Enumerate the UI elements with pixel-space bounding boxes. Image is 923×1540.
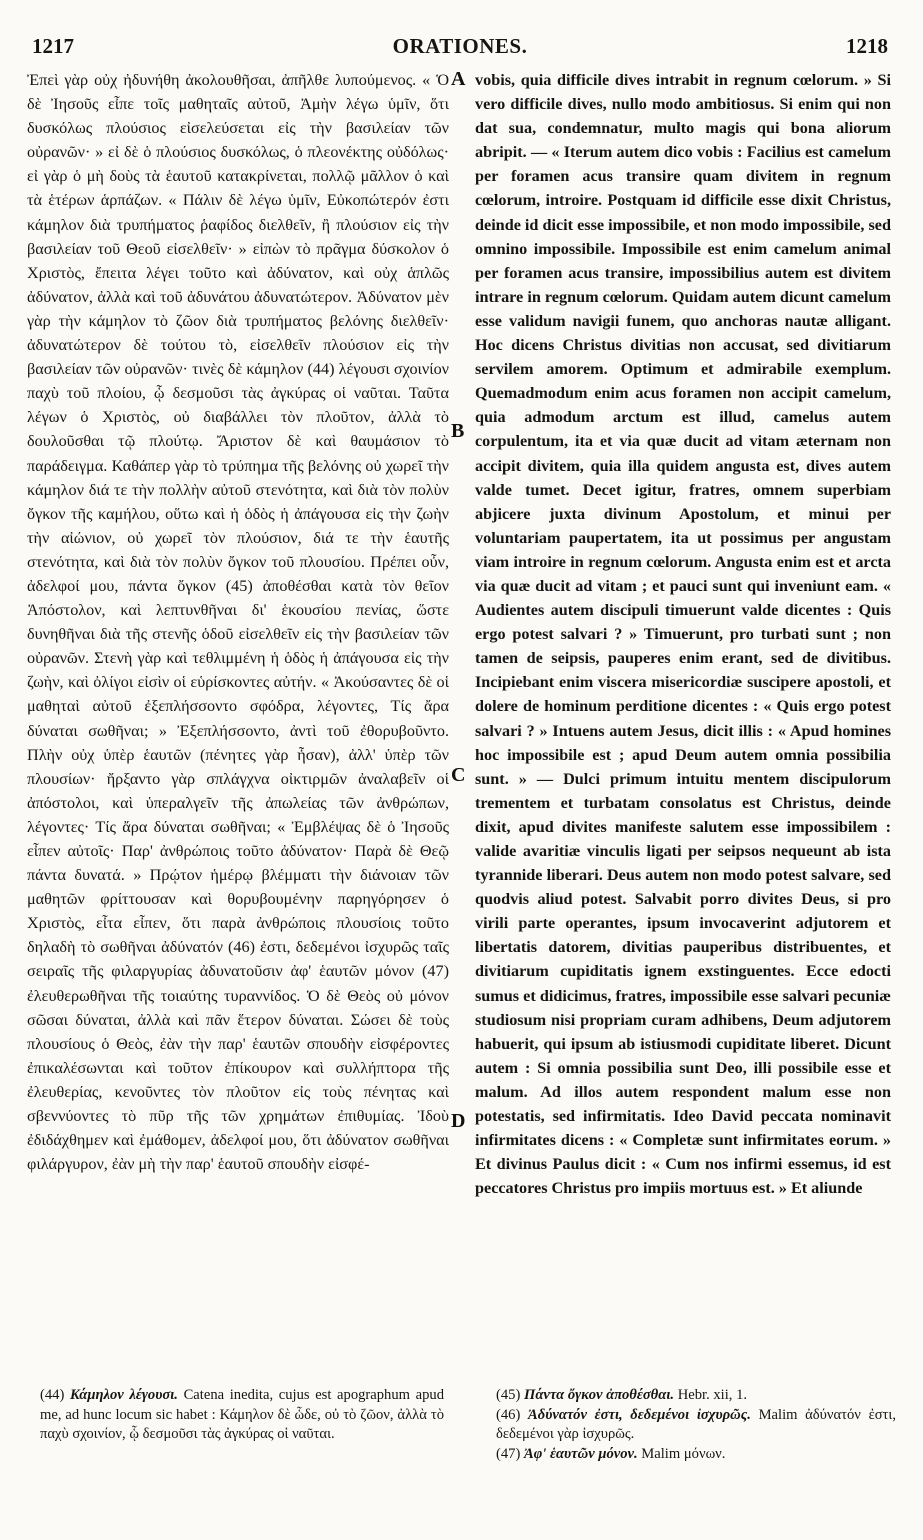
footnote-lemma: Κάμηλον λέγουσι. xyxy=(69,1387,178,1403)
footnote-lemma: Ἀφ' ἑαυτῶν μόνον. xyxy=(523,1445,638,1462)
footnote-text: Hebr. xii, 1. xyxy=(677,1387,748,1403)
margin-letter-b: B xyxy=(451,420,465,442)
footnotes-left xyxy=(40,1386,444,1445)
footnote-text: Malim ἀδύνατόν ἐστι, δεδεμένοι γὰρ ἰσχυρῶς. xyxy=(496,1406,896,1442)
margin-letter-c: C xyxy=(451,764,466,786)
footnote xyxy=(496,1406,896,1445)
right-page-number: 1218 xyxy=(846,34,888,58)
running-title: ORATIONES. xyxy=(392,34,528,58)
latin-text-column xyxy=(475,68,891,1374)
greek-text-column xyxy=(27,68,449,1374)
footnote-lemma: Πάντα ὄγκον ἀποθέσθαι. xyxy=(523,1387,675,1403)
greek-text: Ἐπεὶ γὰρ οὐχ ἠδυνήθη ἀκολουθῆσαι, ἀπῆλθε λυπούμενος. « Ὁ δὲ Ἰησοῦς εἶπε τοῖς μαθηταῖς αὐτοῦ, Ἀμὴν λέγω ὑμῖν, ὅτι δυσκόλως πλούσιος εἰσελεύσεται εἰς τὴν βασιλείαν τῶν οὐρανῶν· » εἰ δὲ ὁ πλούσιος δυσκόλως, ὁ πλεονέκτης οὐδόλως· εἰ γὰρ ὁ μὴ δοὺς τὰ ἑαυτοῦ κατακρίνεται, πολλῷ μᾶλλον ὁ καὶ τὰ ἑτέρων ἁρπάζων. « Πάλιν δὲ λέγω ὑμῖν, Εὐκοπώτερόν ἐστι κάμηλον διὰ τρυπήματος ῥαφίδος διελθεῖν, ἢ πλούσιον εἰς τὴν βασιλείαν τοῦ Θεοῦ εἰσελθεῖν· » εἰπὼν τὸ πρᾶγμα δύσκολον ὁ Χριστὸς, ἔπειτα λέγει τοῦτο καὶ ἀδύνατον, καὶ οὐχ ἁπλῶς ἀδύνατον, ἀλλὰ καὶ τοῦ ἀδυνάτου ἀδυνατώτερον. Ἀδύνατον μὲν γὰρ τὴν κάμηλον τὸ ζῶον διὰ τρυπήματος βελόνης διελθεῖν· ἀδυνατώτερον δὲ τούτου τὸ, εἰσελθεῖν πλούσιον εἰς τὴν βασιλείαν τῶν οὐρανῶν· τινὲς δὲ κάμηλον (44) λέγουσι σχοινίον παχὺ τοῦ πλοίου, ᾧ δεσμοῦσι τὰς ἀγκύρας οἱ ναῦται. Ταῦτα λέγων ὁ Χριστὸς, οὐ διαβάλλει τὸν πλοῦτον, ἀλλὰ τὸ δουλοῦσθαι τῷ πλούτῳ. Ἄριστον δὲ καὶ θαυμάσιον τὸ παράδειγμα. Καθάπερ γὰρ τὸ τρύπημα τῆς βελόνης οὐ χωρεῖ τὴν κάμηλον διά τε τὴν πολλὴν αὐτοῦ στενότητα, καὶ διὰ τὸν πολὺν ὄγκον τῆς καμήλου, οὕτω καὶ ἡ ὁδὸς ἡ ἀπάγουσα εἰς τὴν ζωὴν τὴν αἰώνιον, οὐ χωρεῖ τὸν πλούσιον, διά τε τὴν ἑαυτῆς στενότητα, καὶ διὰ τὸν πολὺν ὄγκον τοῦ πλουσίου. Πρέπει οὖν, ἀδελφοί μου, πάντα ὄγκον (45) ἀποθέσθαι κατὰ τὸν θεῖον Ἀπόστολον, καὶ λεπτυνθῆναι δι' ἑκουσίου πενίας, ὥστε δυνηθῆναι διὰ τῆς στενῆς ὁδοῦ εἰσελθεῖν εἰς τὴν βασιλείαν τῶν οὐρανῶν. Στενὴ γὰρ καὶ τεθλιμμένη ἡ ὁδὸς ἡ ἀπάγουσα εἰς τὴν ζωὴν, καὶ ὀλίγοι εἰσὶν οἱ εὑρίσκοντες αὐτήν. « Ἀκούσαντες δὲ οἱ μαθηταὶ αὐτοῦ ἐξεπλήσσοντο σφόδρα, λέγοντες, Τίς ἄρα δύναται σωθῆναι; » Ἐξεπλήσσοντο, ἀντὶ τοῦ ἐθορυβοῦντο. Πλὴν οὐχ ὑπὲρ ἑαυτῶν (πένητες γὰρ ἦσαν), ἀλλ' ὑπὲρ τῶν πλουσίων· ἤρξαντο γὰρ σπλάγχνα οἰκτιρμῶν ἀναλαβεῖν οἱ ἀπόστολοι, καὶ ὑπεραλγεῖν τῆς ἀπωλείας τῶν ἀνθρώπων, λέγοντες· Τίς ἄρα δύναται σωθῆναι; « Ἐμβλέψας δὲ ὁ Ἰησοῦς εἶπεν αὐτοῖς· Παρ' ἀνθρώποις τοῦτο ἀδύνατον· Παρὰ δὲ Θεῷ πάντα δυνατά. » Πρῴτον ἡμέρῳ βλέμματι τὴν διάνοιαν τῶν μαθητῶν φρίττουσαν καὶ θορυβουμένην παρηγόρησεν ὁ Χριστὸς, εἶτα εἶπεν, ὅτι παρὰ ἀνθρώποις πλουσίοις τοῦτο δηλαδὴ τὸ σωθῆναι ἀδύνατόν (46) ἐστι, δεδεμένοι ἰσχυρῶς ταῖς σειραῖς τῆς φιλαργυρίας ἀδυνατοῦσιν ἀφ' ἑαυτῶν μόνον (47) ἐλευθερωθῆναι τῆς τοιαύτης τυραννίδος. Ὁ δὲ Θεὸς οὐ μόνον σῶσαι δύναται, ἀλλὰ καὶ πᾶν ἕτερον δύναται. Σώσει δὲ τοὺς πλουσίους ὁ Θεὸς, ἐὰν τὴν παρ' ἑαυτῶν σπουδὴν εἰσφέροντες ἐπικαλέσωνται καὶ τοῦτον ἐπίκουρον καὶ συλλήπτορα τῆς ἐλευθερίας, κενοῦντες τὸν πλοῦτον εἰς τοὺς πένητας καὶ σβεννύοντες τὸ πῦρ τῆς τῶν χρημάτων ἐπιθυμίας. Ἰδοὺ ἐδιδάχθημεν καὶ ἐμάθομεν, ἀδελφοί μου, ὅτι ἀδύνατον σωθῆναι φιλάργυρον, ἐὰν μὴ τὴν παρ' ἑαυτοῦ σπουδὴν εἰσφέ- xyxy=(27,71,449,1174)
footnote-lemma: Ἀδύνατόν ἐστι, δεδεμένοι ἰσχυρῶς. xyxy=(528,1406,751,1423)
footnote-text: Malim μόνων. xyxy=(641,1445,726,1462)
footnote-number: (44) xyxy=(40,1387,65,1403)
footnote xyxy=(496,1445,896,1465)
margin-letter-a: A xyxy=(451,68,466,90)
left-page-number: 1217 xyxy=(32,34,74,58)
footnote-number: (47) xyxy=(496,1445,521,1462)
footnote-number: (46) xyxy=(496,1406,521,1423)
footnotes-right xyxy=(496,1386,896,1464)
latin-text: vobis, quia difficile dives intrabit in regnum cœlorum. » Si vero difficile dives, nullo modo ambitiosus. Si enim qui non dat sua, condemnatur, multo magis qui bona aliorum abripit. — « Iterum autem dico vobis : Facilius est camelum per foramen acus transire quam divitem in regnum cœlorum, introire. Postquam id difficile esse dixit Christus, deinde id dicit esse impossibile, et non modo impossibile, sed omnino impossibile. Impossibile est enim camelum animal per foramen acus transire, impossibilius autem est divitem intrare in regnum cœlorum. Quidam autem dicunt camelum esse validum navigii funem, quo anchoras nautæ alligant. Hoc dicens Christus divitias non accusat, sed divitiarum servilem amorem. Optimum et admirabile exemplum. Quemadmodum enim acus foramen non accipit camelum, quia admodum arctum est illud, camelus autem corpulentum, ita et via quæ ducit ad vitam æternam non accipit divitem, quia illa quidem angusta est, dives autem valde tumet. Decet igitur, fratres, omnem superbiam abjicere juxta divinum Apostolum, et minui per voluntariam paupertatem, ita ut possimus per angustam viam introire in regnum cœlorum. Angusta enim est et arcta via quæ ducit ad vitam ; et pauci sunt qui inveniunt eam. « Audientes autem discipuli timuerunt valde dicentes : Quis ergo potest salvari ? » Timuerunt, pro turbati sunt ; non tamen de seipsis, pauperes enim erant, sed de divitibus. Incipiebant enim viscera misericordiæ suscipere apostoli, et dolere de hominum perditione dicentes : « Quis ergo potest salvari ? » Intuens autem Jesus, dicit illis : « Apud homines hoc impossibile est ; apud Deum autem omnia possibilia sunt. » — Dulci primum intuitu mentem discipulorum trementem et turbatam consolatus est Christus, deinde dixit, apud divites manifeste salutem esse impossibilem : valide avaritiæ vinculis ligati per seipsos nequeunt ab ista tyrannide liberari. Deus autem non modo potest salvare, sed quodvis aliud potest. Salvabit porro divites Deus, si pro virili parte operantes, ipsum invocaverint adjutorem et libertatis datorem, divitias pauperibus distribuentes, et divitiarum cupiditatis ignem exstinguentes. Ecce edocti sumus et didicimus, fratres, impossibile esse salvari pecuniæ studiosum nisi propriam curam adhibens, Deum adjutorem habuerit, qui ipsum ab istiusmodi cupiditate liberet. Dicunt autem : Si omnia possibilia sunt Deo, illi possibile esse et malum. Ad illos autem respondent malum esse non potestatis, sed infirmitatis. Ideo David peccata nominavit infirmitates dicens : « Completæ sunt infirmitates eorum. » Et divinus Paulus dicit : « Cum nos infirmi essemus, id est peccatores Christus pro impiis mortuus est. » Et aliunde xyxy=(475,71,891,1198)
footnote xyxy=(40,1386,444,1445)
margin-letter-d: D xyxy=(451,1110,466,1132)
footnote-text: Catena inedita, cujus est apographum apud me, ad hunc locum sic habet : Κάμηλον δὲ ὧδε, οὐ τὸ ζῶον, ἀλλὰ τὸ παχὺ σχοινίον, ᾧ δεσμοῦσι τὰς ἀγκύρας οἱ ναῦται. xyxy=(40,1387,445,1442)
footnote xyxy=(496,1386,896,1406)
footnote-number: (45) xyxy=(496,1387,521,1403)
page-header xyxy=(32,34,888,64)
